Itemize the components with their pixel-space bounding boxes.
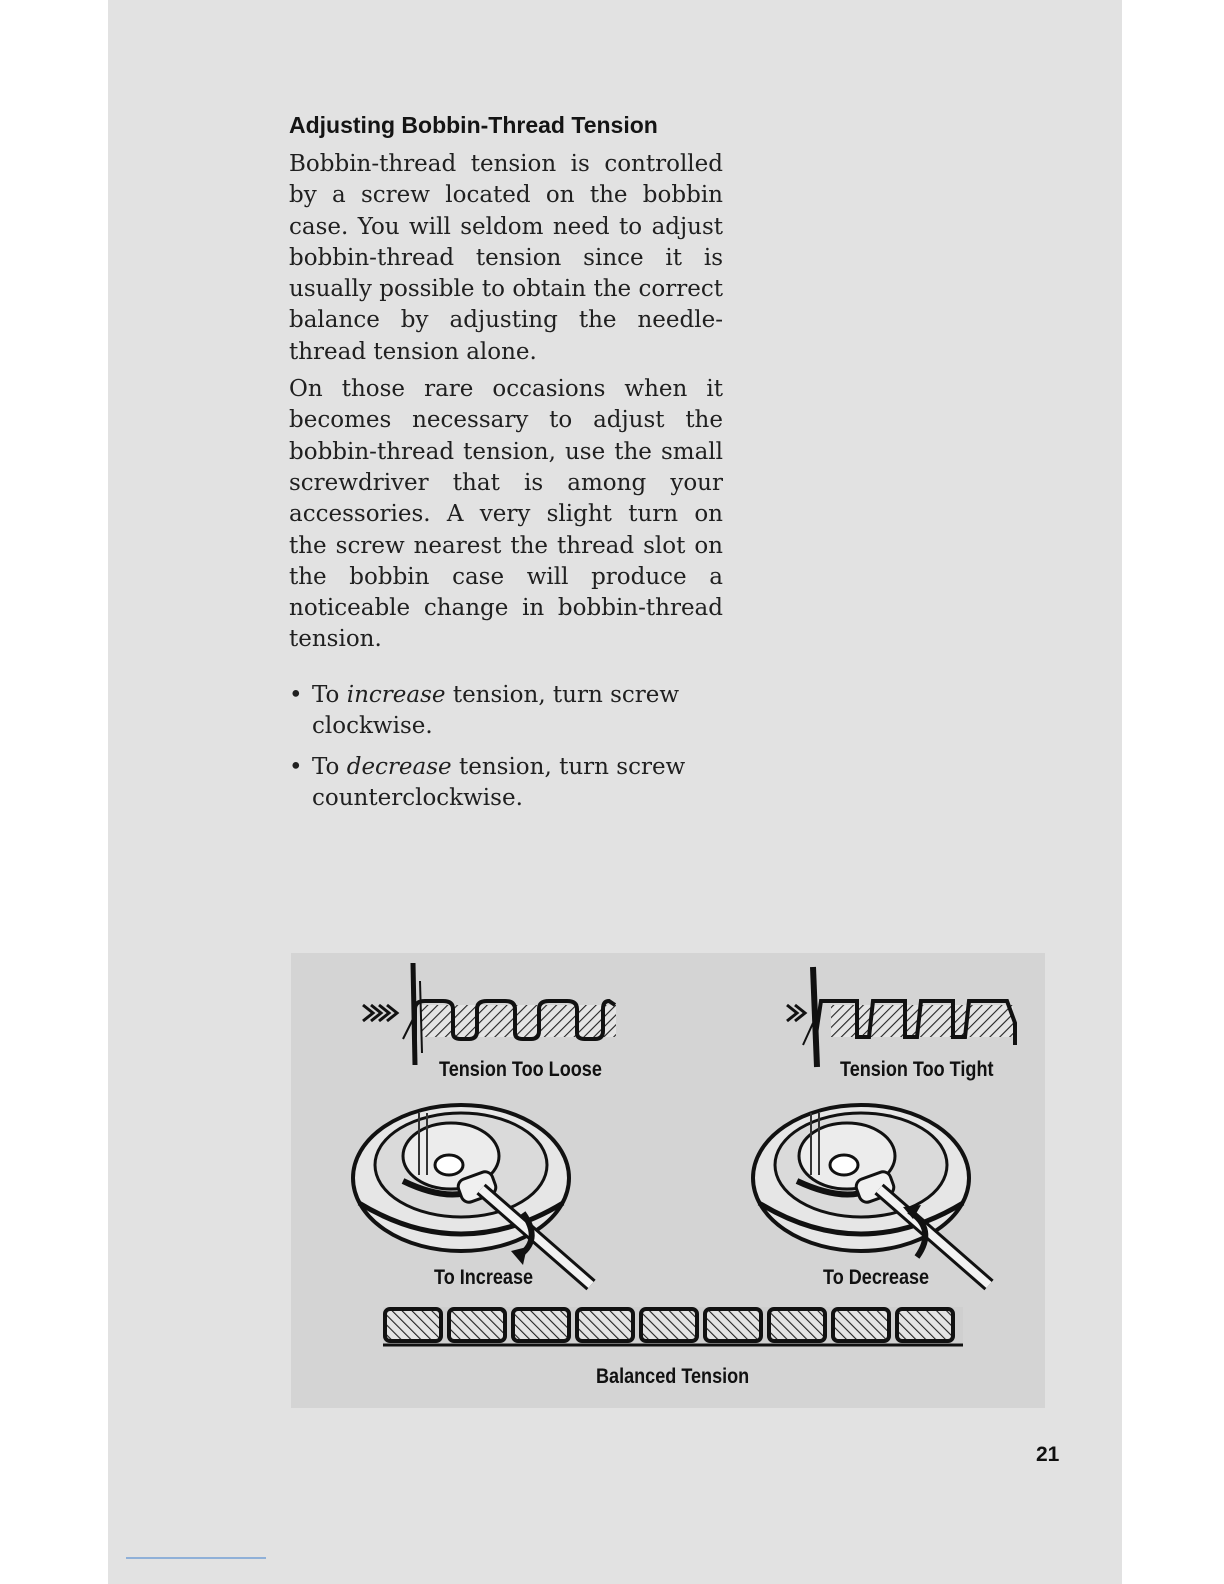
illustration-drawing — [291, 953, 1045, 1408]
bobbin-case-increase-diagram — [353, 1105, 591, 1285]
decrease-prefix: To — [312, 753, 340, 780]
page-number: 21 — [1036, 1443, 1060, 1466]
list-item-decrease — [289, 752, 723, 814]
section-heading: Adjusting Bobbin-Thread Tension — [289, 112, 658, 138]
bottom-rule — [126, 1557, 266, 1559]
stitch-tight-diagram — [787, 967, 1015, 1067]
bobbin-case-decrease-diagram — [753, 1105, 989, 1285]
instruction-list — [289, 680, 723, 814]
bullet-marker: • — [289, 753, 303, 780]
stitch-balanced-diagram — [383, 1307, 963, 1345]
increase-prefix: To — [312, 681, 340, 708]
label-tension-too-loose: Tension Too Loose — [439, 1058, 602, 1081]
label-to-decrease: To Decrease — [823, 1266, 930, 1289]
label-balanced-tension: Balanced Tension — [596, 1365, 750, 1388]
stitch-loose-diagram — [363, 963, 616, 1065]
paragraph-bobbin-screw: Bobbin-thread tension is controlled by a screw located on the bobbin case. You will seldom need to adjust bobbin-thread tension since it is usually possible to obtain the correct balance by adjusting the needle-thread tension alone. — [289, 151, 723, 365]
increase-emphasis: increase — [346, 681, 446, 708]
decrease-emphasis: decrease — [346, 753, 452, 780]
label-tension-too-tight: Tension Too Tight — [840, 1058, 994, 1081]
paragraph-adjustment: On those rare occasions when it becomes necessary to adjust the bobbin-thread tension, use the small screwdriver that is among your accessories. A very slight turn on the screw nearest the thread slot on the bobbin case will produce a noticeable change in bobbin-thread tension. — [289, 376, 723, 653]
list-item-increase — [289, 680, 723, 742]
tension-illustration — [291, 953, 1045, 1408]
bullet-marker: • — [289, 681, 303, 708]
decrease-suffix: tension, turn screw counterclockwise. — [312, 753, 686, 811]
text-column — [289, 110, 723, 824]
label-to-increase: To Increase — [434, 1266, 534, 1289]
increase-suffix: tension, turn screw clockwise. — [312, 681, 680, 739]
